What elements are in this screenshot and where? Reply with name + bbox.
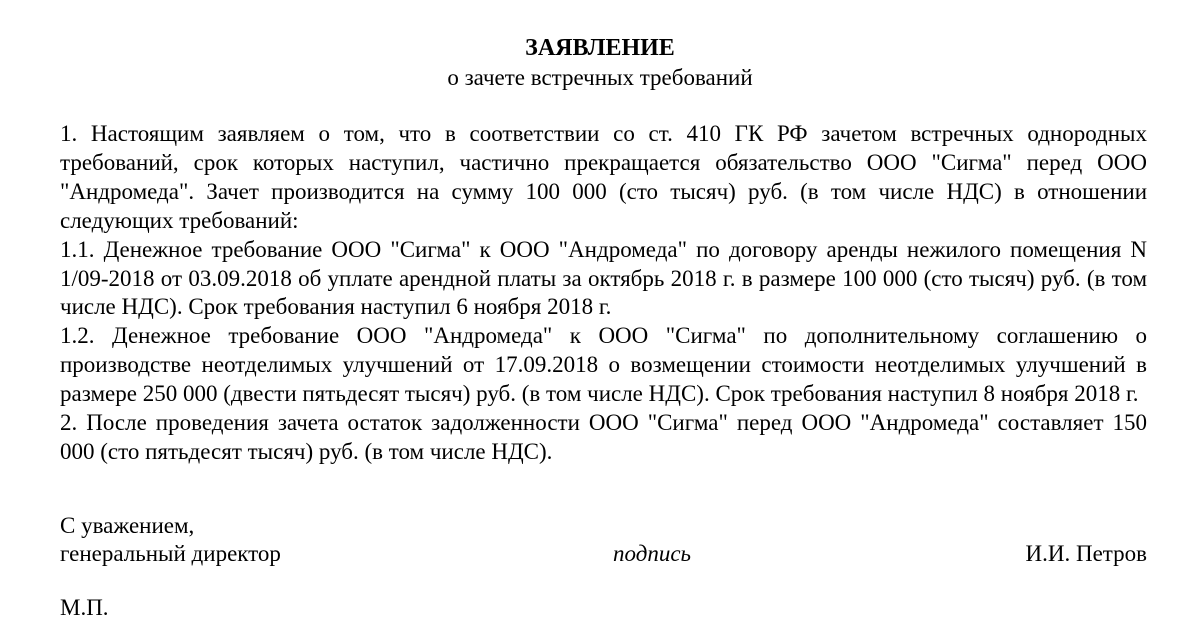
document-subtitle: о зачете встречных требований bbox=[447, 65, 753, 90]
paragraph-1-1: 1.1. Денежное требование ООО "Сигма" к ООО "Андромеда" по договору аренды нежилого помещения N 1/09-2018 от 03.09.2018 об уплате арендной платы за октябрь 2018 г. в размере 100 000 (сто тысяч) руб. (в том числе НДС). Срок требования наступил 6 ноября 2018 г. bbox=[60, 236, 1147, 320]
paragraph-2: 2. После проведения зачета остаток задолженности ООО "Сигма" перед ООО "Андромеда" составляет 150 000 (сто пятьдесят тысяч) руб. (в том числе НДС). bbox=[60, 410, 1147, 464]
paragraph-1-2: 1.2. Денежное требование ООО "Андромеда" к ООО "Сигма" по дополнительному соглашению о производстве неотделимых улучшений от 17.09.2018 о возмещении стоимости неотделимых улучшений в размере 250 000 (двести пятьдесят тысяч) руб. (в том числе НДС). Срок требования наступил 8 ноября 2018 г. bbox=[60, 323, 1147, 407]
signature-placeholder: подпись bbox=[613, 541, 692, 566]
stamp-placeholder: М.П. bbox=[60, 595, 109, 620]
document-title: ЗАЯВЛЕНИЕ bbox=[525, 35, 675, 61]
closing-regards: С уважением, bbox=[60, 513, 195, 538]
paragraph-1: 1. Настоящим заявляем о том, что в соответствии со ст. 410 ГК РФ зачетом встречных однородных требований, срок которых наступил, частично прекращается обязательство ООО "Сигма" перед ООО "Андромеда". Зачет производится на сумму 100 000 (сто тысяч) руб. (в том числе НДС) в отношении следующих требований: bbox=[60, 121, 1147, 233]
signer-name: И.И. Петров bbox=[1025, 541, 1147, 566]
document-body bbox=[60, 120, 1147, 467]
signer-position: генеральный директор bbox=[60, 541, 281, 566]
